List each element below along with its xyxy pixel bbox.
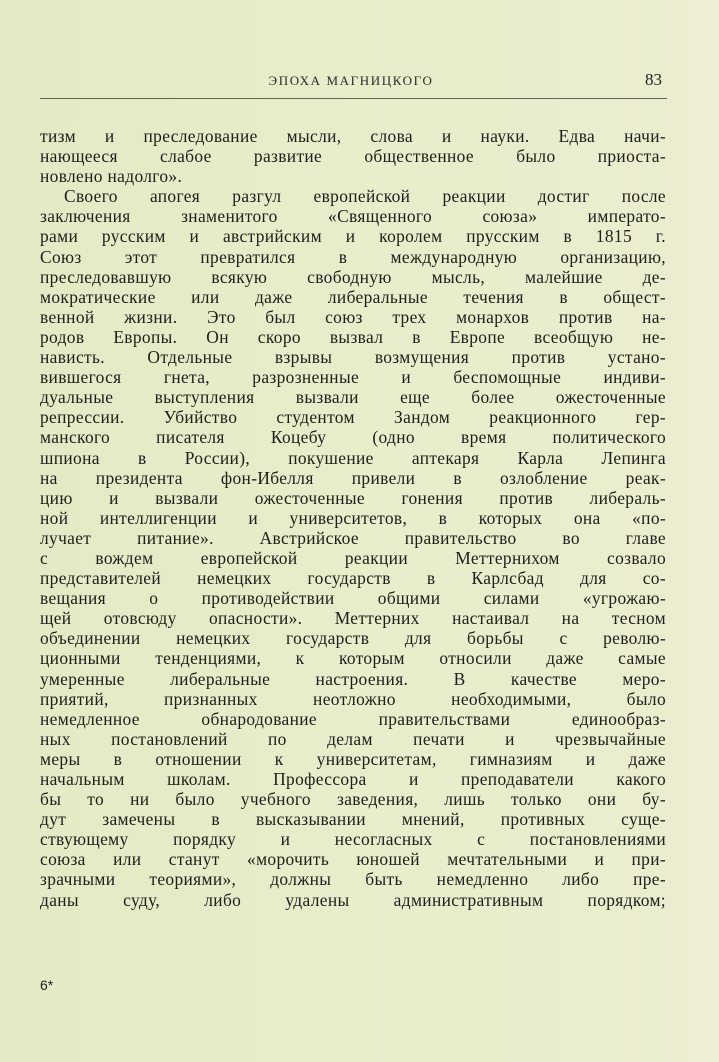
- text-line: нающееся слабое развитие общественное было приоста-: [40, 146, 666, 167]
- text-line: рами русским и австрийским и королем прусским в 1815 г.: [40, 226, 666, 247]
- text-line: преследовавшую всякую свободную мысль, малейшие де-: [40, 266, 666, 287]
- text-line: заключения знаменитого «Священного союза» императо-: [40, 206, 666, 227]
- text-line: представителей немецких государств в Карлсбад для со-: [40, 568, 666, 589]
- text-line: венной жизни. Это был союз трех монархов против на-: [40, 306, 666, 327]
- text-line: ной интеллигенции и университетов, в которых она «по-: [40, 507, 666, 528]
- text-line: Своего апогея разгул европейской реакции достиг после: [64, 186, 666, 207]
- text-line: шпиона в России), покушение аптекаря Карла Лепинга: [40, 447, 666, 468]
- text-line: цию и вызвали ожесточенные гонения против либераль-: [40, 487, 666, 508]
- text-line: объединении немецких государств для борьбы с револю-: [40, 628, 666, 649]
- text-line: зрачными теориями», должны быть немедленно либо пре-: [40, 869, 666, 890]
- text-line: умеренные либеральные настроения. В качестве меро-: [40, 668, 666, 689]
- text-line: нависть. Отдельные взрывы возмущения против устано-: [40, 347, 666, 368]
- text-line: дуальные выступления вызвали еще более ожесточенные: [40, 387, 666, 408]
- text-line: ных постановлений по делам печати и чрезвычайные: [40, 728, 666, 749]
- text-line: меры в отношении к университетам, гимназиям и даже: [40, 748, 666, 769]
- text-line: даны суду, либо удалены административным порядком;: [40, 889, 666, 910]
- text-line: бы то ни было учебного заведения, лишь только они бу-: [40, 789, 666, 810]
- text-line: союза или станут «морочить юношей мечтательными и при-: [40, 849, 666, 870]
- text-line: щей отовсюду опасности». Меттерних настаивал на тесном: [40, 608, 666, 629]
- header-rule: [40, 98, 667, 99]
- text-line: ствующему порядку и несогласных с постановлениями: [40, 829, 666, 850]
- text-line: вещания о противодействии общими силами «угрожаю-: [40, 588, 666, 609]
- body-text: [40, 126, 666, 910]
- text-line: Союз этот превратился в международную организацию,: [40, 246, 666, 267]
- text-line: приятий, признанных неотложно необходимыми, было: [40, 688, 666, 709]
- text-line: манского писателя Коцебу (одно время политического: [40, 427, 666, 448]
- text-line: репрессии. Убийство студентом Зандом реакционного гер-: [40, 407, 666, 428]
- text-line: ционными тенденциями, к которым относили даже самые: [40, 648, 666, 669]
- text-line: с вождем европейской реакции Меттернихом созвало: [40, 547, 666, 568]
- running-head: [40, 70, 662, 92]
- text-line: родов Европы. Он скоро вызвал в Европе всеобщую не-: [40, 326, 666, 347]
- signature-mark: 6*: [40, 977, 54, 993]
- text-line: на президента фон-Ибелля привели в озлобление реак-: [40, 467, 666, 488]
- text-line: немедленное обнародование правительствами единообраз-: [40, 708, 666, 729]
- text-line: начальным школам. Профессора и преподаватели какого: [40, 769, 666, 789]
- text-line: тизм и преследование мысли, слова и науки. Едва начи-: [40, 126, 666, 146]
- text-line: вившегося гнета, разрозненные и беспомощные индиви-: [40, 367, 666, 388]
- text-line: лучает питание». Австрийское правительство во главе: [40, 527, 666, 548]
- text-line: новлено надолго».: [40, 166, 183, 187]
- running-title: ЭПОХА МАГНИЦКОГО: [268, 73, 434, 88]
- text-line: мократические или даже либеральные течения в общест-: [40, 286, 666, 307]
- text-line: дут замечены в высказывании мнений, противных суще-: [40, 809, 666, 830]
- page-number: 83: [645, 70, 662, 89]
